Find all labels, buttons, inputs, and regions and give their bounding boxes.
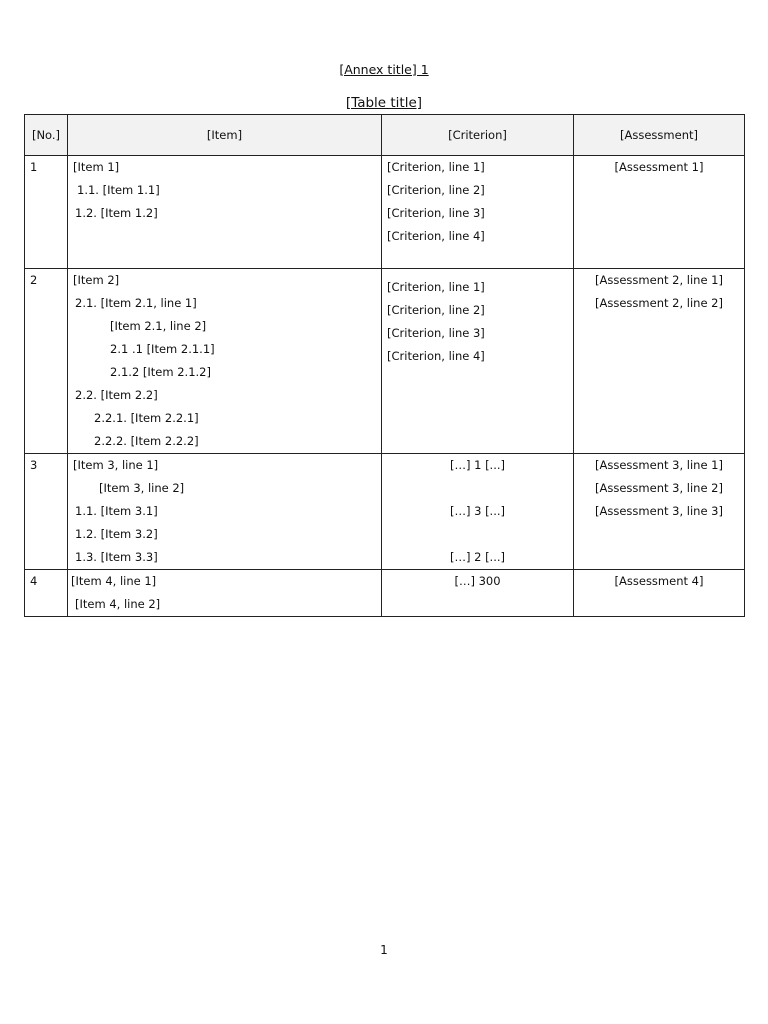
row-number: 4 xyxy=(25,570,68,617)
item-line: [Item 2] xyxy=(73,273,120,287)
criteria-line: [Criterion, line 4] xyxy=(387,229,485,243)
item-line: 2.2. [Item 2.2] xyxy=(75,388,158,402)
header-number: [No.] xyxy=(25,115,68,156)
table-row xyxy=(25,570,745,617)
row-item xyxy=(68,570,382,617)
item-line: [Item 4, line 1] xyxy=(71,574,157,588)
table-title: [Table title] xyxy=(345,95,423,111)
criteria-line: […] 3 [...] xyxy=(449,504,506,518)
document-title: [Annex title] 1 xyxy=(339,62,429,77)
row-assessment xyxy=(574,570,745,617)
criteria-line: [Criterion, line 4] xyxy=(387,349,485,363)
item-line: 1.1. [Item 3.1] xyxy=(75,504,158,518)
item-line: [Item 2.1, line 2] xyxy=(110,319,207,333)
criteria-line: […] 1 [...] xyxy=(449,458,506,472)
assessment-line: [Assessment 2, line 1] xyxy=(595,273,723,287)
assessment-line: [Assessment 4] xyxy=(614,574,704,588)
table-row xyxy=(25,269,745,454)
row-criteria xyxy=(382,570,574,617)
item-line: [Item 3, line 1] xyxy=(73,458,159,472)
item-line: 1.1. [Item 1.1] xyxy=(77,183,160,197)
row-assessment xyxy=(574,269,745,454)
page-number: 1 xyxy=(380,943,388,957)
row-assessment xyxy=(574,156,745,269)
assessment-line: [Assessment 3, line 3] xyxy=(595,504,723,518)
item-line: [Item 1] xyxy=(73,160,120,174)
assessment-line: [Assessment 2, line 2] xyxy=(595,296,723,310)
criteria-line: [Criterion, line 2] xyxy=(387,303,485,317)
criteria-line: […] 300 xyxy=(454,574,501,588)
row-item xyxy=(68,156,382,269)
criteria-line: [Criterion, line 3] xyxy=(387,326,485,340)
criteria-line: [Criterion, line 2] xyxy=(387,183,485,197)
table-row xyxy=(25,156,745,269)
criteria-line xyxy=(387,477,568,500)
row-criteria xyxy=(382,269,574,454)
table-header-row xyxy=(25,115,745,156)
row-item xyxy=(68,269,382,454)
item-line: 2.1.2 [Item 2.1.2] xyxy=(110,365,211,379)
criteria-line: [Criterion, line 1] xyxy=(387,280,485,294)
criteria-line: [Criterion, line 1] xyxy=(387,160,485,174)
item-line: 1.2. [Item 3.2] xyxy=(75,527,158,541)
row-criteria xyxy=(382,454,574,570)
header-item: [Item] xyxy=(68,115,382,156)
row-item xyxy=(68,454,382,570)
assessment-line: [Assessment 3, line 2] xyxy=(595,481,723,495)
table-row xyxy=(25,454,745,570)
item-line: 2.1 .1 [Item 2.1.1] xyxy=(110,342,215,356)
item-line: 2.2.1. [Item 2.2.1] xyxy=(94,411,199,425)
row-number: 1 xyxy=(25,156,68,269)
assessment-line: [Assessment 1] xyxy=(614,160,704,174)
header-criteria: [Criterion] xyxy=(382,115,574,156)
criteria-line: […] 2 [...] xyxy=(449,550,506,564)
criteria-line xyxy=(387,523,568,546)
criteria-line: [Criterion, line 3] xyxy=(387,206,485,220)
item-line: 2.1. [Item 2.1, line 1] xyxy=(75,296,197,310)
row-number: 3 xyxy=(25,454,68,570)
item-line: [Item 3, line 2] xyxy=(99,481,185,495)
row-number: 2 xyxy=(25,269,68,454)
row-criteria xyxy=(382,156,574,269)
assessment-line: [Assessment 3, line 1] xyxy=(595,458,723,472)
header-assessment: [Assessment] xyxy=(574,115,745,156)
item-line: 1.3. [Item 3.3] xyxy=(75,550,158,564)
item-line: [Item 4, line 2] xyxy=(75,597,161,611)
criteria-table xyxy=(24,114,745,617)
row-assessment xyxy=(574,454,745,570)
item-line: 2.2.2. [Item 2.2.2] xyxy=(94,434,199,448)
item-line: 1.2. [Item 1.2] xyxy=(75,206,158,220)
